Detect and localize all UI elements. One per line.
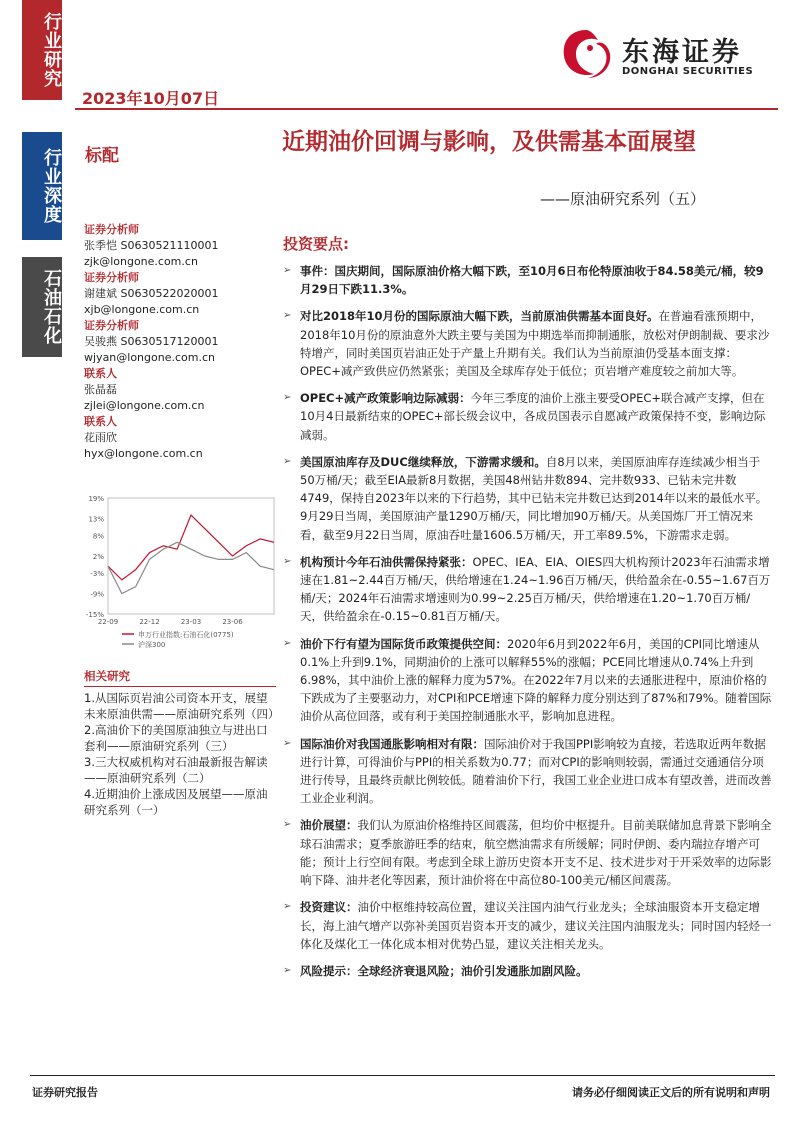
x-tick-label: 22-09	[97, 618, 119, 626]
analyst-email[interactable]: hyx@longone.com.cn	[84, 447, 203, 460]
analyst-email[interactable]: zjlei@longone.com.cn	[84, 399, 205, 412]
header-divider	[75, 108, 778, 110]
point-heading: 风险提示：全球经济衰退风险；油价引发通胀加剧风险。	[300, 963, 588, 978]
arrow-bullet-icon: ➢	[283, 265, 292, 276]
footer-divider	[30, 1075, 775, 1076]
y-tick-label: -15%	[85, 611, 104, 619]
logo-en-text: DONGHAI SECURITIES	[622, 66, 754, 77]
performance-chart	[78, 488, 286, 656]
investment-point	[283, 962, 773, 980]
analyst-name: 张晶磊	[84, 383, 117, 396]
point-body: 我们认为原油价格维持区间震荡，但均价中枢提升。目前美联储加息背景下影响全球石油需求；夏季旅游旺季的结束，航空燃油需求有所缓解；同时伊朗、委内瑞拉存增产可能；预计上行空间有限。考虑到全球上游历史资本开支不足、技术进步对于开采效率的边际影响下降、油井老化等因素，预计油价将在中高位80-100美元/桶区间震荡。	[300, 818, 772, 888]
point-heading: 油价下行有望为国际货币政策提供空间：	[300, 636, 507, 651]
y-tick-label: -3%	[90, 570, 104, 579]
report-subtitle: ——原油研究系列（五）	[540, 190, 706, 208]
analyst-name: 张季恺 S0630521110001	[84, 239, 219, 252]
arrow-bullet-icon: ➢	[283, 310, 292, 322]
investment-point	[283, 262, 773, 298]
related-research-item[interactable]: 1.从国际页岩油公司资本开支，展望未来原油供需——原油研究系列（四）	[84, 691, 280, 721]
analyst-email[interactable]: zjk@longone.com.cn	[84, 255, 198, 268]
analyst-role: 证券分析师	[84, 271, 139, 284]
investment-point	[283, 553, 773, 626]
logo-cn-text: 东海证券	[622, 37, 742, 68]
side-tab-industry-research: 行业研究	[22, 0, 62, 100]
analyst-list	[84, 222, 274, 462]
legend-label: 沪深300	[138, 641, 166, 649]
footer-disclaimer: 请务必仔细阅读正文后的所有说明和声明	[572, 1086, 770, 1099]
series-line	[108, 542, 274, 593]
company-logo	[556, 24, 776, 88]
x-tick-label: 23-06	[222, 618, 243, 626]
point-heading: 油价展望：	[300, 818, 358, 833]
point-heading: 事件：国庆期间，国际原油价格大幅下跌，至10月6日布伦特原油收于84.58美元/桶，较9月29日下跌11.3%。	[300, 264, 764, 297]
analyst-name: 吴骏燕 S0630517120001	[84, 335, 219, 348]
dragon-logo-icon	[556, 24, 616, 84]
y-tick-label: 19%	[88, 495, 104, 503]
point-body: OPEC、IEA、EIA、OIES四大机构预计2023年石油需求增速在1.81~2.44百万桶/天，供给增速在1.24~1.96百万桶/天，供给盈余在-0.55~1.67百万桶/天；2024年石油需求增速则为0.99~2.25百万桶/天，供给增速在1.20~1.70百万桶/天，供给盈余在-0.15~0.81百万桶/天。	[300, 554, 771, 624]
investment-point	[283, 635, 773, 726]
analyst-role: 联系人	[84, 367, 117, 380]
arrow-bullet-icon: ➢	[283, 901, 292, 913]
y-tick-label: 13%	[88, 515, 104, 524]
arrow-bullet-icon: ➢	[283, 964, 292, 976]
point-heading: 美国原油库存及DUC继续释放，下游需求缓和。	[300, 454, 546, 469]
analyst-role: 证券分析师	[84, 223, 139, 236]
y-tick-label: 2%	[92, 553, 104, 561]
arrow-bullet-icon: ➢	[283, 455, 292, 467]
analyst-name: 花雨欣	[84, 431, 117, 444]
investment-point	[283, 816, 773, 889]
x-tick-label: 23-03	[180, 618, 202, 626]
point-body: 在普遍看涨预期中，2018年10月份的原油意外大跌主要与美国为中期选举而抑制通胀，放松对伊朗制裁、要求沙特增产，同时美国页岩油正处于产量上升期有关。我们认为当前原油仍受基本面支撑：OPEC+减产致供应仍然紧张；美国及全球库存处于低位；页岩增产难度较之前加大等。	[300, 309, 770, 379]
side-tab-industry-depth: 行业深度	[22, 132, 62, 240]
investment-point	[283, 453, 773, 544]
investment-point	[283, 389, 773, 444]
arrow-bullet-icon: ➢	[283, 555, 292, 567]
point-heading: 机构预计今年石油供需保持紧张：	[300, 554, 473, 569]
series-line	[108, 515, 274, 580]
footer-left-text: 证券研究报告	[32, 1086, 98, 1099]
point-body: 2020年6月到2022年6月，美国的CPI同比增速从0.1%上升到9.1%，同期油价的上涨可以解释55%的涨幅；PCE同比增速从0.74%上升到6.98%，其中油价上涨的解释力度为57%。在2022年7月以来的去通胀进程中，原油价格的下跌成为了主要驱动力，对CPI和PCE增速下降的解释力度分别达到了87%和79%。随着国际油价从高位回落，或有利于美国控制通胀水平，影响加息进程。	[300, 636, 772, 724]
arrow-bullet-icon: ➢	[283, 819, 292, 831]
investment-points	[283, 262, 773, 989]
performance-chart-svg	[78, 488, 286, 656]
investment-points-heading: 投资要点:	[283, 235, 349, 253]
related-research	[84, 668, 280, 818]
y-tick-label: -9%	[90, 590, 104, 599]
analyst-name: 谢建斌 S0630522020001	[84, 287, 219, 300]
related-research-item[interactable]: 3.三大权威机构对石油最新报告解读——原油研究系列（二）	[84, 755, 268, 785]
legend-label: 申万行业指数:石油石化(0775)	[138, 631, 234, 639]
analyst-role: 联系人	[84, 415, 117, 428]
report-title: 近期油价回调与影响，及供需基本面展望	[282, 129, 696, 155]
investment-point	[283, 898, 773, 953]
point-heading: 投资建议：	[300, 900, 358, 915]
side-tab-petrochemical: 石油石化	[22, 257, 62, 357]
point-body: 国际油价对于我国PPI影响较为直接，若选取近两年数据进行计算，可得油价与PPI的相关系数为0.77；而对CPI的影响则较弱，需通过交通通信分项进行传导，且最终贡献比例较低。随着油价下行，我国工业企业进口成本有望改善，进而改善工业企业利润。	[300, 736, 772, 806]
point-heading: 国际油价对我国通胀影响相对有限：	[300, 736, 484, 751]
analyst-email[interactable]: xjb@longone.com.cn	[84, 303, 200, 316]
related-research-heading: 相关研究	[84, 668, 276, 687]
point-body: 今年三季度的油价上涨主要受OPEC+联合减产支撑，但在10月4日最新结束的OPEC+部长级会议中，各成员国表示自愿减产政策保持不变，影响边际减弱。	[300, 391, 766, 442]
report-date: 2023年10月07日	[82, 89, 220, 108]
analyst-email[interactable]: wjyan@longone.com.cn	[84, 351, 215, 364]
arrow-bullet-icon: ➢	[283, 637, 292, 649]
point-heading: 对比2018年10月份的国际原油大幅下跌，当前原油供需基本面良好。	[300, 309, 659, 324]
investment-point	[283, 307, 773, 380]
rating-label: 标配	[85, 146, 119, 166]
arrow-bullet-icon: ➢	[283, 392, 292, 404]
related-research-item[interactable]: 2.高油价下的美国原油独立与进出口套利——原油研究系列（三）	[84, 723, 268, 753]
analyst-role: 证券分析师	[84, 319, 139, 332]
investment-point	[283, 735, 773, 808]
y-tick-label: 8%	[92, 532, 104, 541]
point-body: 自8月以来，美国原油库存连续减少相当于50万桶/天；截至EIA最新8月数据，美国48州钻井数894、完井数933、已钻未完井数4749，保持自2023年以来的下行趋势，其中已钻未完井数已达到2014年以来的最低水平。9月29日当周，美国原油产量1290万桶/天，同比增加90万桶/天。从美国炼厂开工情况来看，截至9月22日当周，原油吞吐量1606.5万桶/天，开工率89.5%，下游需求走弱。	[300, 454, 768, 542]
point-heading: OPEC+减产政策影响边际减弱：	[300, 391, 471, 406]
x-tick-label: 22-12	[139, 618, 160, 626]
related-research-item[interactable]: 4.近期油价上涨成因及展望——原油研究系列（一）	[84, 787, 268, 817]
arrow-bullet-icon: ➢	[283, 737, 292, 749]
point-body: 油价中枢维持较高位置，建议关注国内油气行业龙头；全球油服资本开支稳定增长，海上油气增产以弥补美国页岩资本开支的减少，建议关注国内油服龙头；同时国内轻烃一体化及煤化工一体化成本相对优势凸显，建议关注相关龙头。	[300, 900, 772, 951]
